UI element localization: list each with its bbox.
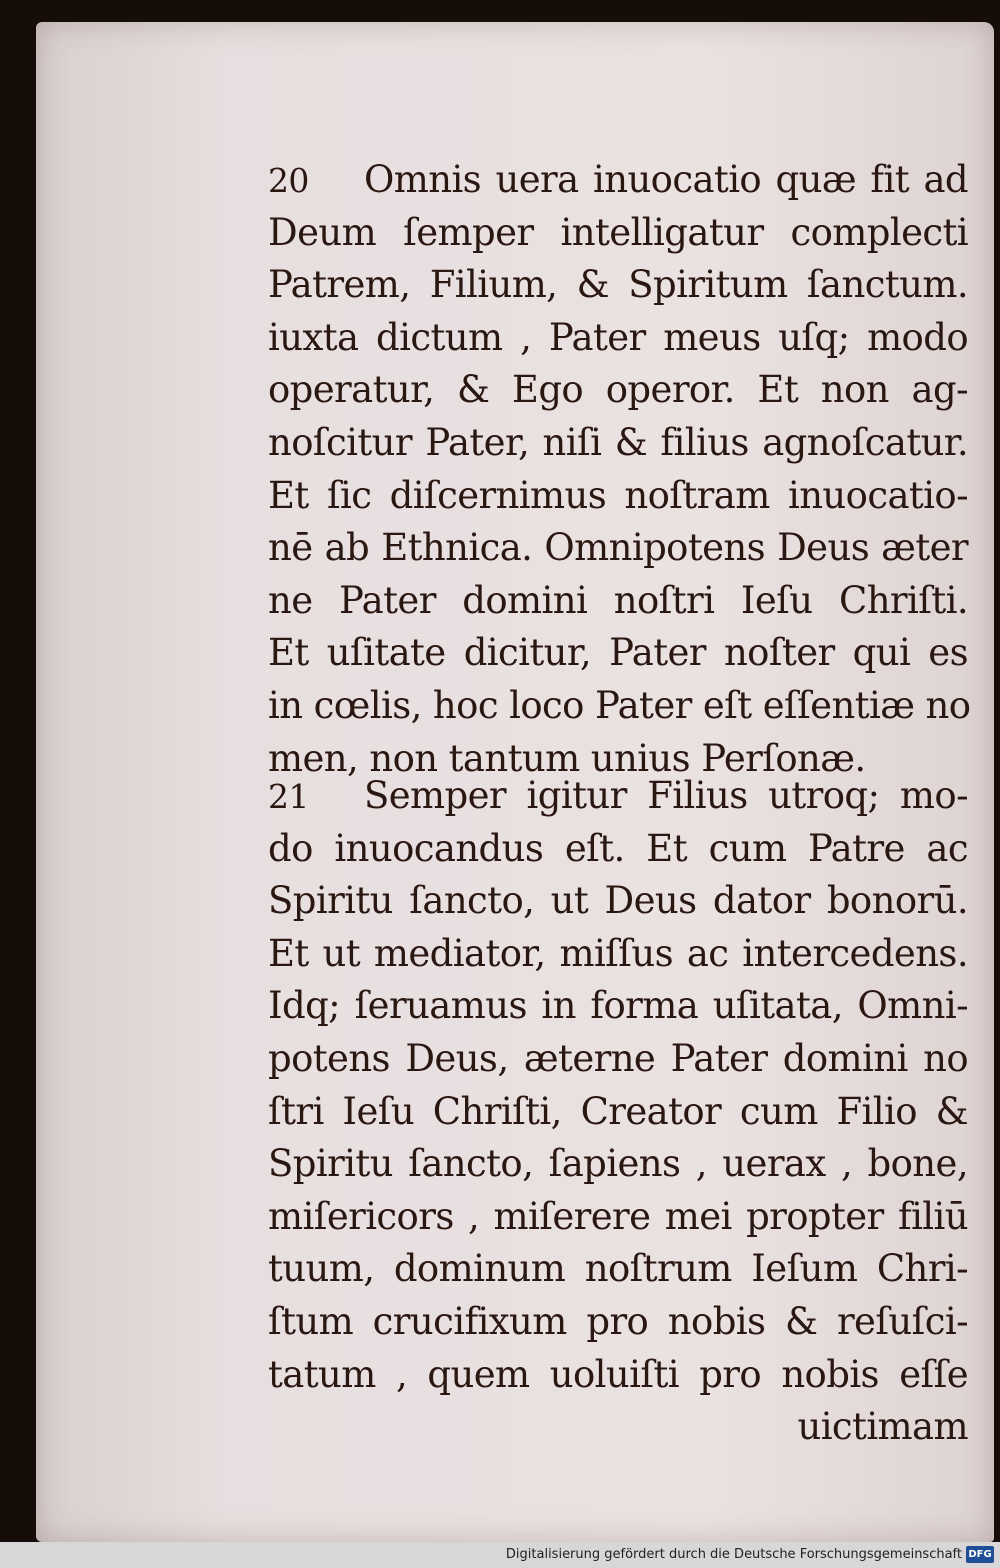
paragraph-number: 20 bbox=[268, 161, 309, 200]
text-line: Et ut mediator, miſſus ac intercedens. bbox=[268, 931, 968, 975]
line-text: Omnis uera inuocatio quæ fit ad bbox=[364, 158, 968, 201]
text-line: Spiritu ſancto, ſapiens , uerax , bone, bbox=[268, 1142, 968, 1186]
catchword: uictimam bbox=[797, 1405, 968, 1449]
text-line: tuum, dominum noſtrum Ieſum Chri- bbox=[268, 1247, 968, 1291]
text-line: do inuocandus eſt. Et cum Patre ac bbox=[268, 826, 968, 870]
text-line: ne Pater domini noſtri Ieſu Chriſti. bbox=[268, 578, 968, 622]
text-line: potens Deus, æterne Pater domini no bbox=[268, 1036, 968, 1080]
text-line: operatur, & Ego operor. Et non ag- bbox=[268, 368, 968, 412]
text-line: noſcitur Pater, niſi & filius agnoſcatur. bbox=[268, 420, 968, 464]
text-line: in cœlis, hoc loco Pater eſt eſſentiæ no bbox=[268, 683, 971, 727]
text-line bbox=[268, 770, 968, 823]
text-line: iuxta dictum , Pater meus uſq; modo bbox=[268, 315, 968, 359]
paragraph-number: 21 bbox=[268, 777, 309, 816]
dfg-logo-icon: DFG bbox=[966, 1546, 994, 1563]
text-line: ſtum crucifixum pro nobis & reſuſci- bbox=[268, 1299, 968, 1343]
text-line: Deum ſemper intelligatur complecti bbox=[268, 210, 968, 254]
digitization-footer bbox=[0, 1542, 1000, 1568]
paragraph-20 bbox=[268, 154, 971, 785]
paragraph-21 bbox=[268, 770, 968, 1454]
text-line: nē ab Ethnica. Omnipotens Deus æter bbox=[268, 526, 968, 570]
text-line: Et uſitate dicitur, Pater noſter qui es bbox=[268, 631, 968, 675]
text-line: ſtri Ieſu Chriſti, Creator cum Filio & bbox=[268, 1089, 968, 1133]
text-line bbox=[268, 154, 968, 207]
text-line: Spiritu ſancto, ut Deus dator bonorū. bbox=[268, 879, 968, 923]
text-line: miſericors , miſerere mei propter filiū bbox=[268, 1194, 968, 1238]
book-page bbox=[36, 22, 994, 1542]
text-line: tatum , quem uoluiſti pro nobis eſſe bbox=[268, 1352, 968, 1396]
text-line: Et ſic diſcernimus noſtram inuocatio- bbox=[268, 473, 968, 517]
text-line: men, non tantum unius Perſonæ. bbox=[268, 736, 866, 780]
footer-credit: Digitalisierung gefördert durch die Deutsche Forschungsgemeinschaft bbox=[505, 1547, 962, 1562]
text-line: Idq; ſeruamus in forma uſitata, Omni- bbox=[268, 984, 968, 1028]
text-line: Patrem, Filium, & Spiritum ſanctum. bbox=[268, 263, 968, 307]
line-text: Semper igitur Filius utroq; mo- bbox=[364, 774, 968, 817]
